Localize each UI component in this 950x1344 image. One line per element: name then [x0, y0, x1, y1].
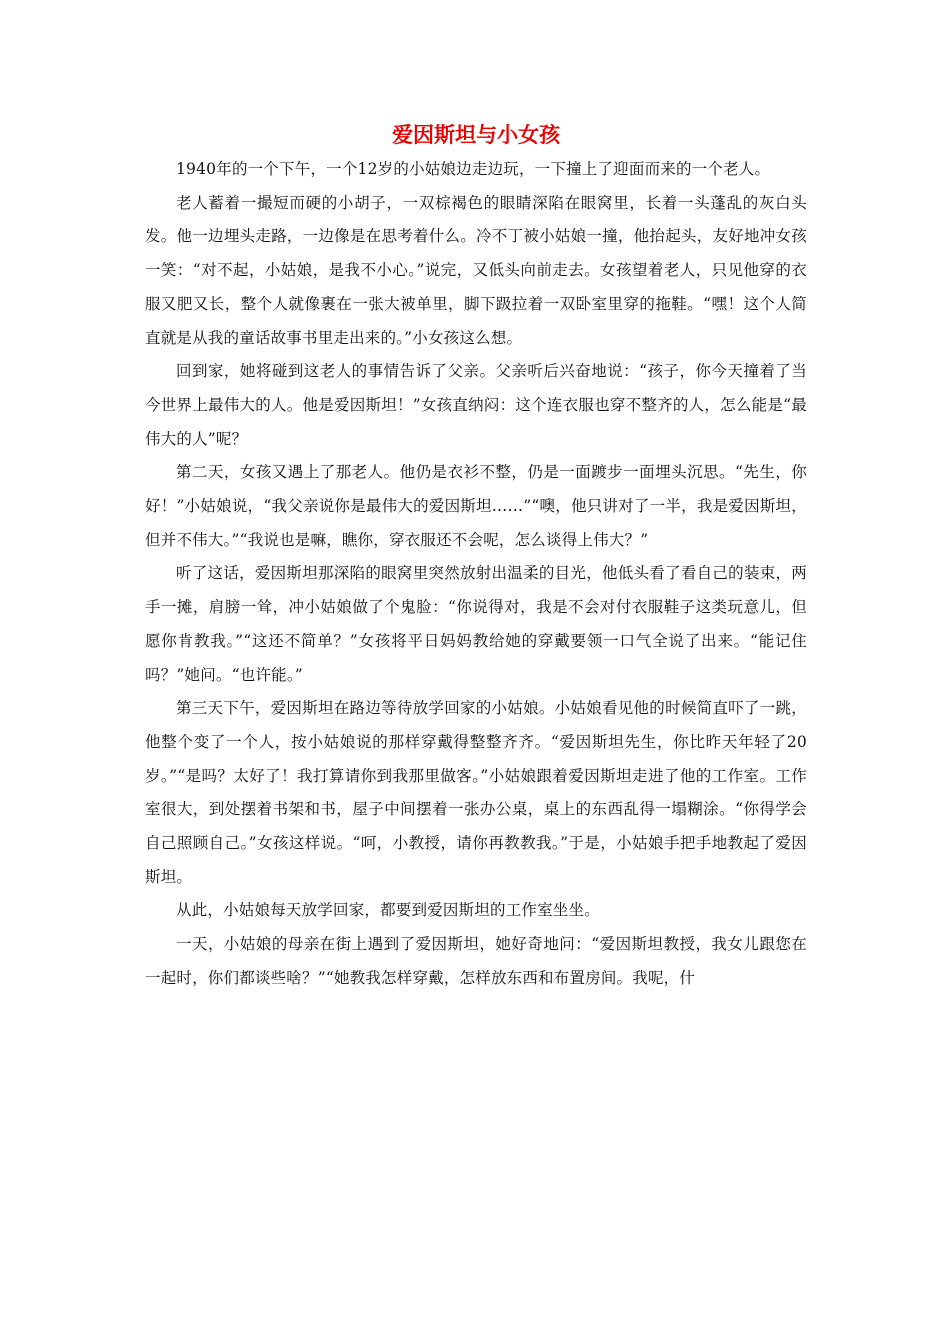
- paragraph-2: 老人蓄着一撮短而硬的小胡子，一双棕褐色的眼睛深陷在眼窝里，长着一头蓬乱的灰白头发。他一边埋头走路，一边像是在思考着什么。冷不丁被小姑娘一撞，他抬起头，友好地冲女孩一笑：“对不起，小姑娘，是我不小心。”说完，又低头向前走去。女孩望着老人，只见他穿的衣服又肥又长，整个人就像裹在一张大被单里，脚下趿拉着一双卧室里穿的拖鞋。“嘿！这个人简直就是从我的童话故事书里走出来的。”小女孩这么想。: [145, 193, 807, 347]
- article-body: [145, 117, 807, 996]
- article-title: 爱因斯坦与小女孩: [392, 122, 560, 147]
- paragraph-5: 听了这话，爱因斯坦那深陷的眼窝里突然放射出温柔的目光，他低头看了看自己的装束，两手一摊，肩膀一耸，冲小姑娘做了个鬼脸：“你说得对，我是不会对付衣服鞋子这类玩意儿，但愿你肯教我。”“这还不简单？”女孩将平日妈妈教给她的穿戴要领一口气全说了出来。“能记住吗？”她问。“也许能。”: [145, 564, 807, 684]
- paragraph-6: 第三天下午，爱因斯坦在路边等待放学回家的小姑娘。小姑娘看见他的时候简直吓了一跳，他整个变了一个人，按小姑娘说的那样穿戴得整整齐齐。“爱因斯坦先生，你比昨天年轻了20岁。”“是吗？太好了！我打算请你到我那里做客。”小姑娘跟着爱因斯坦走进了他的工作室。工作室很大，到处摆着书架和书，屋子中间摆着一张办公桌，桌上的东西乱得一塌糊涂。“你得学会自己照顾自己。”女孩这样说。“呵，小教授，请你再教教我。”于是，小姑娘手把手地教起了爱因斯坦。: [145, 699, 807, 886]
- paragraph-4: 第二天，女孩又遇上了那老人。他仍是衣衫不整，仍是一面踱步一面埋头沉思。“先生，你好！”小姑娘说，“我父亲说你是最伟大的爱因斯坦……”“噢，他只讲对了一半，我是爱因斯坦，但并不伟大。”“我说也是嘛，瞧你，穿衣服还不会呢，怎么谈得上伟大？”: [145, 463, 807, 549]
- paragraph-8: 一天，小姑娘的母亲在街上遇到了爱因斯坦，她好奇地问：“爱因斯坦教授，我女儿跟您在一起时，你们都谈些啥？”“她教我怎样穿戴，怎样放东西和布置房间。我呢，什: [145, 935, 807, 987]
- paragraph-7: 从此，小姑娘每天放学回家，都要到爱因斯坦的工作室坐坐。: [176, 901, 600, 920]
- paragraph-1: 1940年的一个下午，一个12岁的小姑娘边走边玩，一下撞上了迎面而来的一个老人。: [176, 160, 771, 178]
- paragraph-3: 回到家，她将碰到这老人的事情告诉了父亲。父亲听后兴奋地说：“孩子，你今天撞着了当今世界上最伟大的人。他是爱因斯坦！”女孩直纳闷：这个连衣服也穿不整齐的人，怎么能是“最伟大的人”呢？: [145, 362, 807, 448]
